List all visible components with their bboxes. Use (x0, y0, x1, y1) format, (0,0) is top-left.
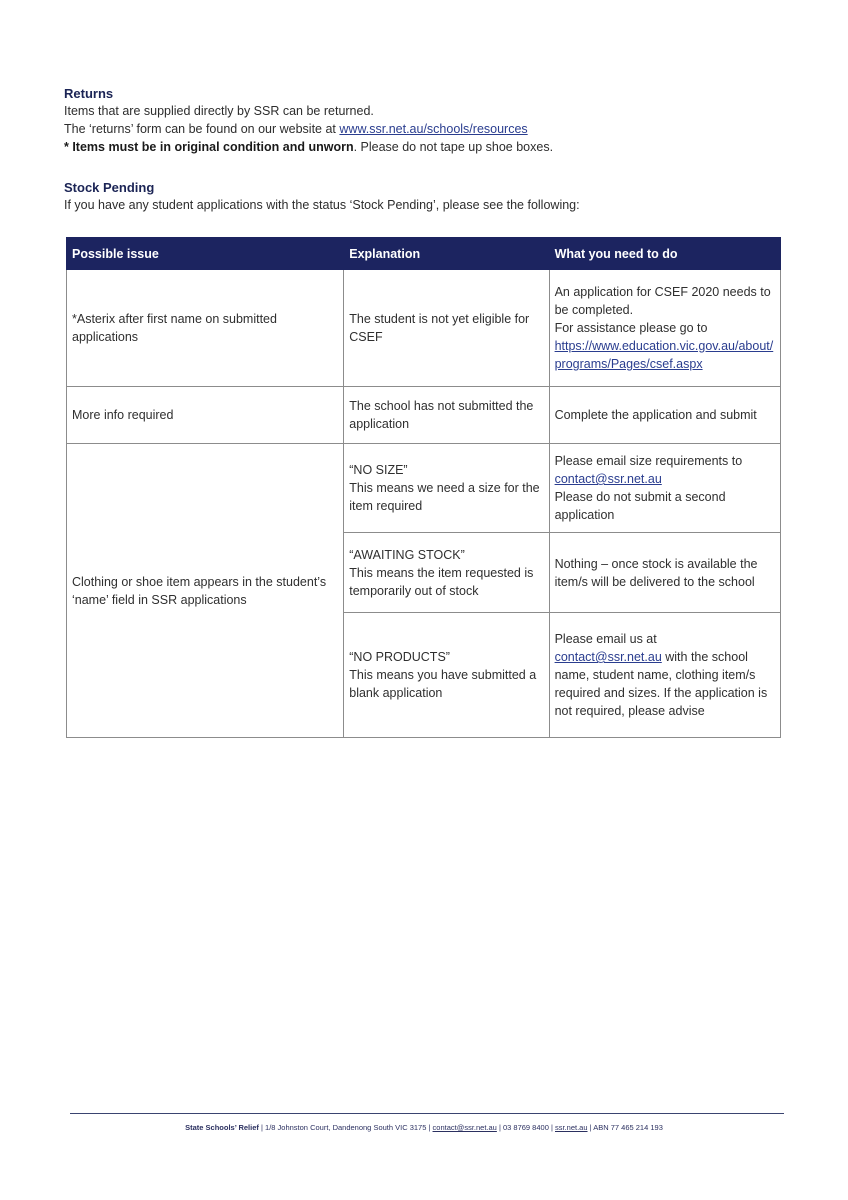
stock-pending-intro: If you have any student applications with the status ‘Stock Pending’, please see the following: (64, 198, 580, 212)
footer-address: 1/8 Johnston Court, Dandenong South VIC 3175 (265, 1123, 427, 1132)
row3-sub1-action (549, 444, 780, 533)
row1-explanation: The student is not yet eligible for CSEF (344, 270, 549, 387)
footer-divider (70, 1113, 784, 1114)
row1-action (549, 270, 780, 387)
row3-sub2-explanation (344, 533, 549, 613)
resources-link[interactable]: www.ssr.net.au/schools/resources (339, 122, 528, 136)
footer-org: State Schools’ Relief (185, 1123, 259, 1132)
returns-shoebox-note: . Please do not tape up shoe boxes. (353, 140, 554, 154)
footer-sep: | (548, 1123, 555, 1132)
row2-explanation: The school has not submitted the application (344, 387, 549, 444)
header-what-to-do: What you need to do (549, 238, 780, 270)
no-size-action-prefix: Please email size requirements to (554, 454, 743, 468)
row3-sub3-action (549, 613, 780, 738)
header-possible-issue: Possible issue (67, 238, 344, 270)
no-size-action-suffix: Please do not submit a second application (554, 490, 726, 522)
header-explanation: Explanation (344, 238, 549, 270)
stock-pending-heading: Stock Pending (64, 180, 155, 195)
row2-action: Complete the application and submit (549, 387, 780, 444)
no-size-explanation: This means we need a size for the item required (349, 481, 540, 513)
table-row (67, 444, 781, 533)
row2-issue: More info required (67, 387, 344, 444)
no-products-explanation: This means you have submitted a blank application (349, 668, 537, 700)
footer-sep: | (496, 1123, 503, 1132)
footer-abn: ABN 77 465 214 193 (593, 1123, 663, 1132)
no-products-action-suffix: with the school name, student name, clothing item/s required and sizes. If the application is not required, please advise (554, 650, 768, 718)
footer-sep: | (258, 1123, 266, 1132)
row1-action-line2: For assistance please go to (554, 321, 708, 335)
row3-issue: Clothing or shoe item appears in the student’s ‘name’ field in SSR applications (67, 444, 344, 738)
page-footer (0, 1123, 848, 1132)
returns-line-2 (64, 120, 528, 138)
csef-link[interactable]: https://www.education.vic.gov.au/about/programs/Pages/csef.aspx (554, 339, 774, 371)
returns-line-1: Items that are supplied directly by SSR can be returned. (64, 104, 374, 118)
stock-pending-table (66, 237, 781, 738)
returns-condition-note: * Items must be in original condition and unworn (64, 140, 354, 154)
no-products-code: “NO PRODUCTS” (349, 650, 450, 664)
contact-email-link[interactable]: contact@ssr.net.au (554, 472, 662, 486)
awaiting-stock-explanation: This means the item requested is temporarily out of stock (349, 565, 534, 598)
row3-sub3-explanation (344, 613, 549, 738)
row1-action-line1: An application for CSEF 2020 needs to be completed. (554, 285, 771, 317)
row1-issue: *Asterix after first name on submitted applications (67, 270, 344, 387)
footer-phone: 03 8769 8400 (502, 1123, 549, 1132)
no-size-code: “NO SIZE” (349, 463, 408, 477)
returns-line-2-text: The ‘returns’ form can be found on our website at (64, 122, 340, 136)
footer-email-link[interactable]: contact@ssr.net.au (432, 1123, 497, 1132)
table-row (67, 270, 781, 387)
footer-sep: | (587, 1123, 594, 1132)
returns-line-3 (64, 138, 553, 156)
table-row (67, 387, 781, 444)
footer-website-link[interactable]: ssr.net.au (555, 1123, 588, 1132)
footer-sep: | (426, 1123, 433, 1132)
table-header-row (67, 238, 781, 270)
contact-email-link[interactable]: contact@ssr.net.au (554, 650, 662, 664)
awaiting-stock-code: “AWAITING STOCK” (349, 547, 465, 562)
returns-heading: Returns (64, 86, 114, 101)
row3-sub1-explanation (344, 444, 549, 533)
row3-sub2-action: Nothing – once stock is available the item/s will be delivered to the school (549, 533, 780, 613)
no-products-action-prefix: Please email us at (554, 632, 657, 646)
